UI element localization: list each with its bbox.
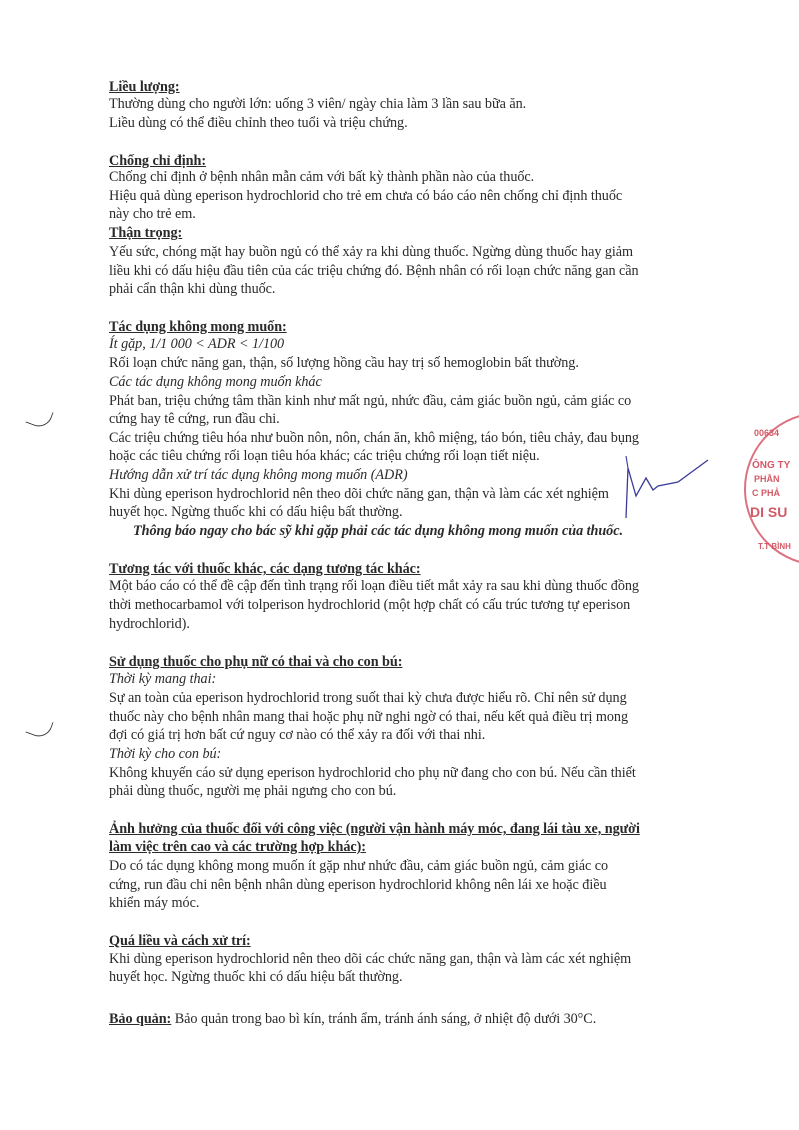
section-heading: Tương tác với thuốc khác, các dạng tương tác khác: (109, 561, 421, 577)
text-line: Khi dùng eperison hydrochlorid nên theo dõi chức năng gan, thận và làm các xét nghiệm (109, 486, 609, 502)
text-line: cứng hay tê cứng, run đầu chi. (109, 411, 280, 427)
subheading: Thời kỳ mang thai: (109, 671, 217, 687)
storage-paragraph (109, 1010, 596, 1028)
text-line: đợi có giá trị hơn bất cứ nguy cơ nào có thể xảy ra đối với thai nhi. (109, 727, 486, 743)
text-line: Không khuyến cáo sử dụng eperison hydrochlorid cho phụ nữ đang cho con bú. Nếu cần thiết (109, 765, 636, 781)
section-heading: Liều lượng: (109, 79, 180, 95)
subheading: Hướng dẫn xử trí tác dụng không mong muốn (ADR) (109, 467, 408, 483)
stamp-line: T.T BÌNH (758, 542, 791, 551)
text-line: Sự an toàn của eperison hydrochlorid trong suốt thai kỳ chưa được hiểu rõ. Chỉ nên sử dụng (109, 690, 627, 706)
section-heading: Sử dụng thuốc cho phụ nữ có thai và cho con bú: (109, 654, 403, 670)
text-line: thuốc này cho bệnh nhân mang thai hoặc phụ nữ nghi ngờ có thai, nếu kết quả điều trị mong (109, 709, 629, 725)
text-line: cứng, run đầu chi nên bệnh nhân dùng eperison hydrochlorid không nên lái xe hoặc điều (109, 877, 607, 893)
text-line: huyết học. Ngừng thuốc khi có dấu hiệu bất thường. (109, 504, 403, 520)
section-heading: Chống chỉ định: (109, 153, 207, 169)
text-line: này cho trẻ em. (109, 206, 196, 222)
section-heading: Thận trọng: (109, 225, 183, 241)
binder-hole-mark (25, 405, 53, 431)
section-heading: làm việc trên cao và các trường hợp khác): (109, 839, 366, 855)
text-line: Các triệu chứng tiêu hóa như buồn nôn, nôn, chán ăn, khô miệng, táo bón, tiêu chảy, đau bụng (109, 430, 639, 446)
text-line: hydrochlorid). (109, 616, 190, 632)
text-line: phải cẩn thận khi dùng thuốc. (109, 281, 276, 297)
text-line: thời methocarbamol với tolperison hydrochlorid (một hợp chất có cấu trúc tương tự eperison (109, 597, 631, 613)
text-line: huyết học. Ngừng thuốc khi có dấu hiệu bất thường. (109, 969, 403, 985)
text-line: Chống chỉ định ở bệnh nhân mẫn cảm với bất kỳ thành phần nào của thuốc. (109, 169, 535, 185)
binder-hole-mark (25, 715, 53, 741)
text-line: Thường dùng cho người lớn: uống 3 viên/ ngày chia làm 3 lần sau bữa ăn. (109, 96, 527, 112)
text-line: Rối loạn chức năng gan, thận, số lượng hồng cầu hay trị số hemoglobin bất thường. (109, 355, 579, 371)
subheading: Thời kỳ cho con bú: (109, 746, 222, 762)
stamp-number: 00634 (754, 428, 780, 438)
section-heading: Ảnh hưởng của thuốc đối với công việc (người vận hành máy móc, đang lái tàu xe, người (109, 821, 640, 837)
text-line: Yếu sức, chóng mặt hay buồn ngủ có thể xảy ra khi dùng thuốc. Ngừng dùng thuốc hay giảm (109, 244, 634, 260)
text-line: Phát ban, triệu chứng tâm thần kinh như mất ngủ, nhức đầu, cảm giác buồn ngủ, cảm giác co (109, 393, 632, 409)
storage-label: Bảo quản: (109, 1011, 172, 1027)
text-line: khiển máy móc. (109, 895, 200, 911)
text-line: Một báo cáo có thể đề cập đến tình trạng rối loạn điều tiết mắt xảy ra sau khi dùng thuốc đồng (109, 578, 639, 594)
text-line: phải dùng thuốc, người mẹ phải ngưng cho con bú. (109, 783, 397, 799)
subheading: Ít gặp, 1/1 000 < ADR < 1/100 (109, 336, 285, 352)
company-stamp (744, 412, 799, 567)
section-heading: Quá liều và cách xử trí: (109, 933, 251, 949)
text-line: Do có tác dụng không mong muốn ít gặp như nhức đầu, cảm giác buồn ngủ, cảm giác co (109, 858, 609, 874)
storage-text: Bảo quản trong bao bì kín, tránh ẩm, tránh ánh sáng, ở nhiệt độ dưới 30°C. (171, 1011, 597, 1027)
stamp-line: PHẦN (754, 474, 780, 484)
section-heading: Tác dụng không mong muốn: (109, 319, 287, 335)
signature (598, 448, 728, 538)
stamp-line: ÔNG TY (752, 460, 791, 471)
text-line: Hiệu quả dùng eperison hydrochlorid cho trẻ em chưa có báo cáo nên chống chỉ định thuốc (109, 188, 623, 204)
subheading: Các tác dụng không mong muốn khác (109, 374, 322, 390)
text-line: liều khi có dấu hiệu đầu tiên của các triệu chứng đó. Bệnh nhân có rối loạn chức năng gan cần (109, 263, 639, 279)
text-line: hoặc các tiêu chứng rối loạn tiêu hóa khác; các triệu chứng rối loạn tiết niệu. (109, 448, 540, 464)
text-line: Khi dùng eperison hydrochlorid nên theo dõi các chức năng gan, thận và làm các xét nghiệm (109, 951, 632, 967)
stamp-line: DI SU (750, 504, 788, 520)
stamp-line: C PHẢ (752, 488, 781, 498)
text-line: Liều dùng có thể điều chỉnh theo tuổi và triệu chứng. (109, 115, 408, 131)
text-line: Thông báo ngay cho bác sỹ khi gặp phải các tác dụng không mong muốn của thuốc. (133, 523, 623, 539)
